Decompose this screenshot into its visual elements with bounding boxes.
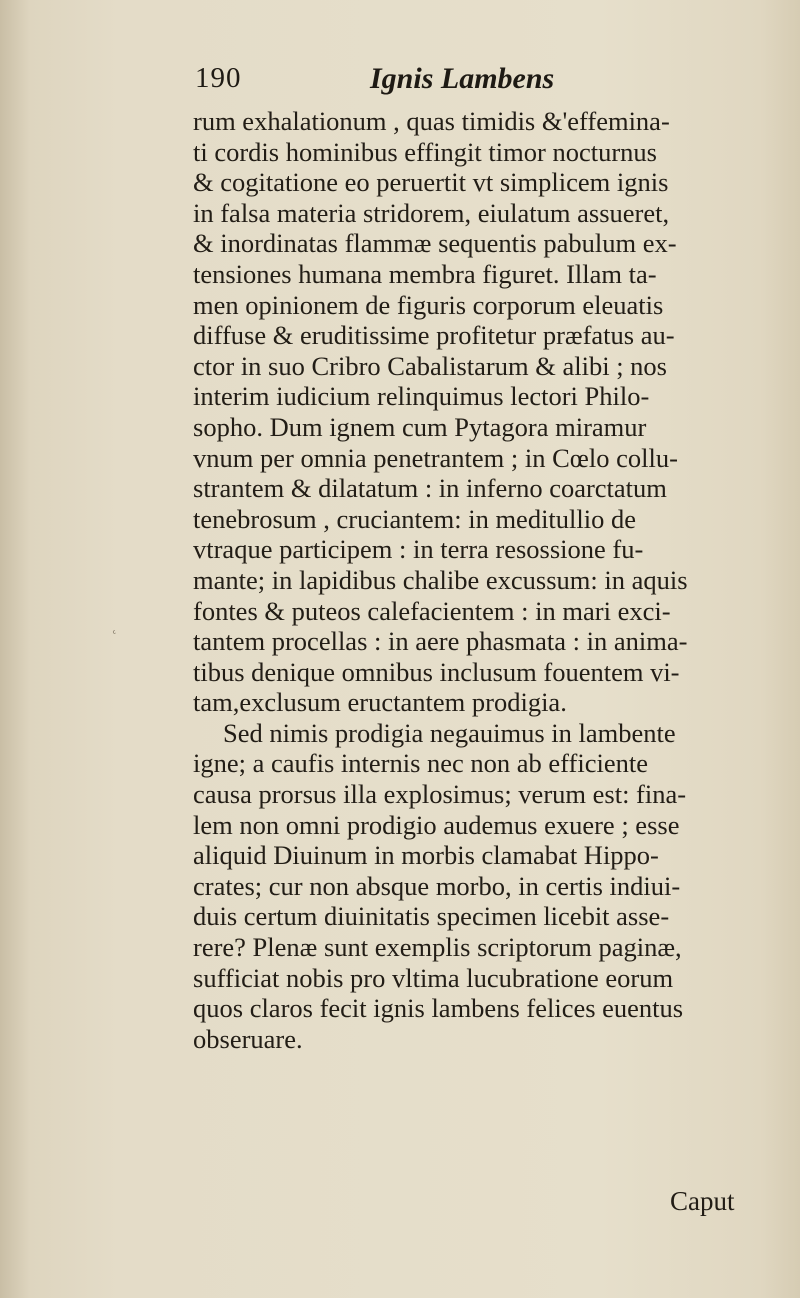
text-line: in falsa materia stridorem, eiulatum assueret, [193,197,670,228]
text-line: ctor in suo Cribro Cabalistarum & alibi ; nos [193,350,667,381]
text-line: aliquid Diuinum in morbis clamabat Hippo- [193,840,659,871]
text-line: obseruare. [193,1023,303,1054]
text-line: lem non omni prodigio audemus exuere ; esse [193,809,680,840]
margin-mark: ⷭ [113,630,119,646]
text-line: tenebrosum , cruciantem: in meditullio de [193,503,637,534]
catchword: Caput [670,1186,735,1216]
text-line: & inordinatas flammæ sequentis pabulum ex- [193,228,677,259]
text-line: crates; cur non absque morbo, in certis indiui- [193,870,681,901]
text-line: rum exhalationum , quas timidis &'effemina- [193,106,670,136]
page-header [195,62,755,102]
text-line: tibus denique omnibus inclusum fouentem vi- [193,656,680,687]
text-line: rere? Plenæ sunt exemplis scriptorum paginæ, [193,932,682,963]
text-line: igne; a caufis internis nec non ab efficiente [193,748,648,779]
text-line: men opinionem de figuris corporum eleuatis [193,289,664,320]
body-text [193,106,783,1054]
text-line: duis certum diuinitatis specimen licebit asse- [193,901,670,932]
text-line: sopho. Dum ignem cum Pytagora miramur [193,411,647,442]
text-line: tam,exclusum eructantem prodigia. [193,687,567,718]
text-line: tantem procellas : in aere phasmata : in anima- [193,626,688,657]
text-line: mante; in lapidibus chalibe excussum: in aquis [193,564,688,595]
text-line: quos claros fecit ignis lambens felices euentus [193,993,684,1024]
text-line: strantem & dilatatum : in inferno coarctatum [193,473,667,504]
text-line: ti cordis hominibus effingit timor nocturnus [193,136,657,167]
text-line: Sed nimis prodigia negauimus in lambente [223,717,676,748]
text-line: interim iudicium relinquimus lectori Philo- [193,381,650,412]
text-line: sufficiat nobis pro vltima lucubratione eorum [193,962,674,993]
running-head: Ignis Lambens [370,62,555,95]
page-number: 190 [195,62,242,94]
text-line: vtraque participem : in terra resossione fu- [193,534,644,565]
text-line: diffuse & eruditissime profitetur præfatus au- [193,320,675,351]
text-line: vnum per omnia penetrantem ; in Cœlo collu- [193,442,678,473]
text-line: causa prorsus illa explosimus; verum est: fina- [193,779,687,810]
text-line: & cogitatione eo peruertit vt simplicem ignis [193,167,669,198]
text-line: fontes & puteos calefacientem : in mari exci- [193,595,671,626]
text-line: tensiones humana membra figuret. Illam ta- [193,258,657,289]
